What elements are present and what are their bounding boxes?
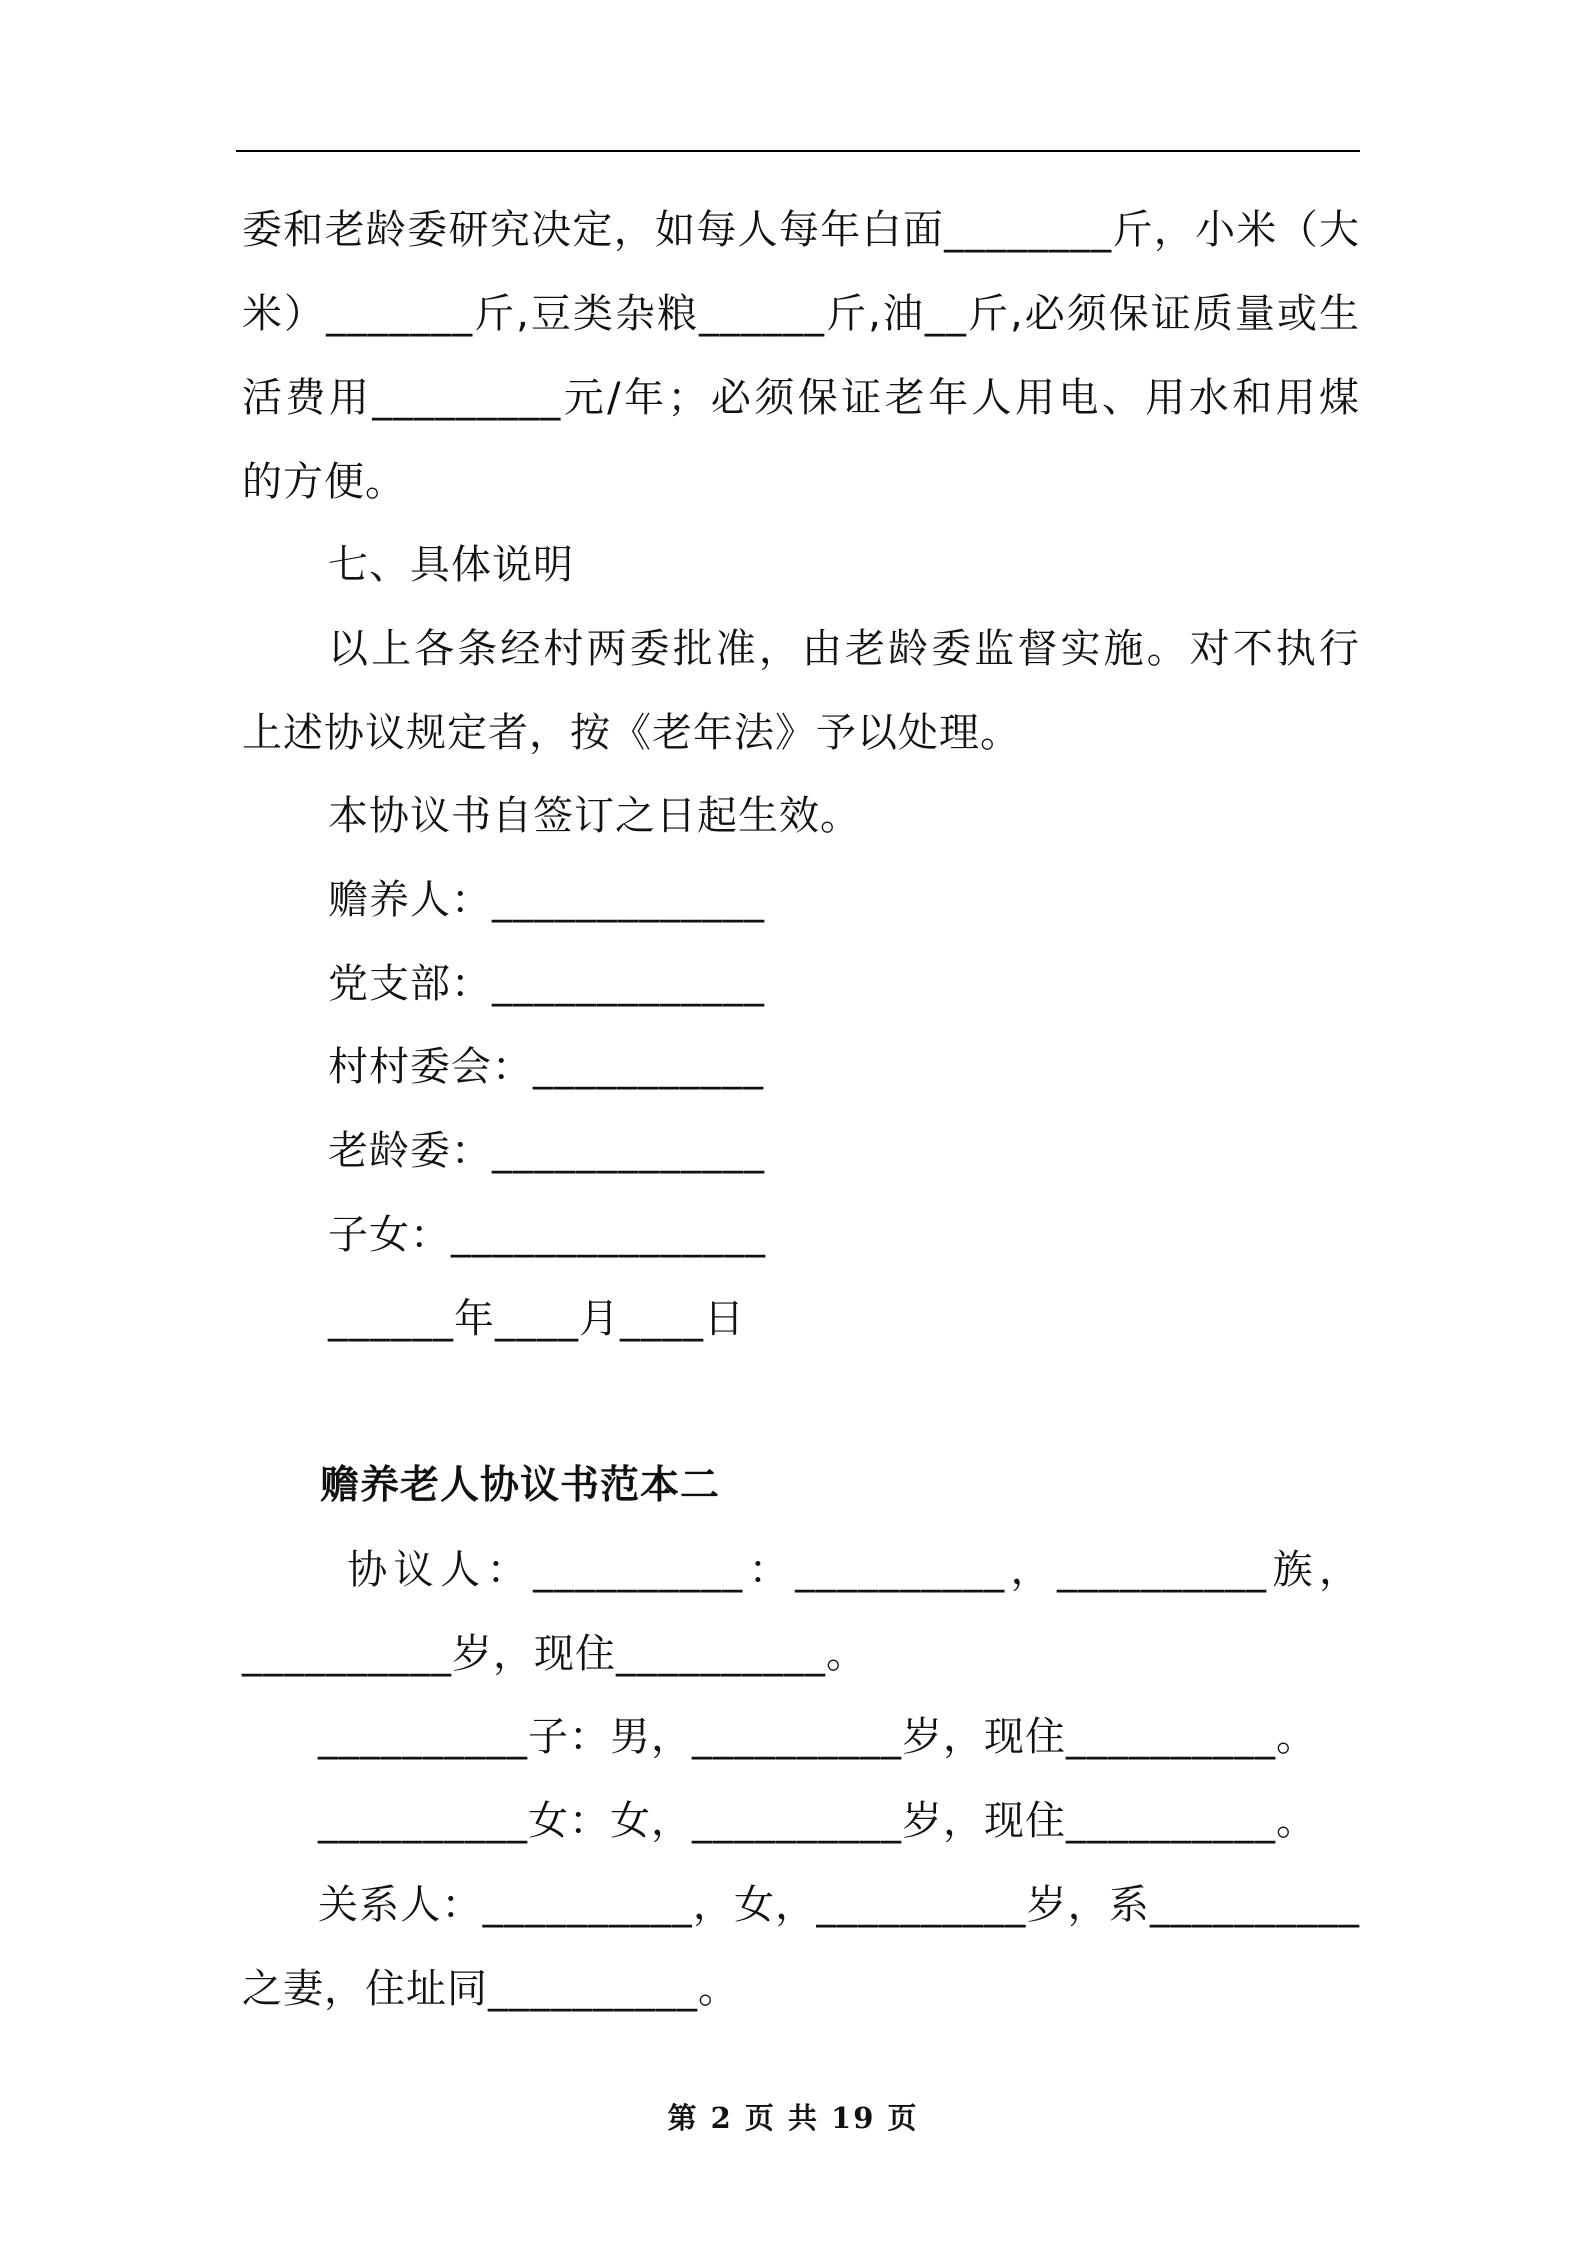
signature-line-party-branch: 党支部：_____________	[328, 961, 765, 1007]
signature-line-village-committee: 村村委会：___________	[328, 1044, 764, 1090]
body-line: 米）_______斤,豆类杂粮______斤,油__斤,必须保证质量或生	[242, 291, 1360, 337]
body-line: __________岁，现住__________。	[242, 1631, 867, 1677]
body-line: 的方便。	[242, 459, 406, 505]
section-heading: 七、具体说明	[328, 542, 574, 588]
date-line: ______年____月____日	[328, 1296, 745, 1342]
body-line: 活费用_________元/年；必须保证老年人用电、用水和用煤	[242, 375, 1360, 421]
header-rule	[236, 150, 1360, 152]
body-line: 委和老龄委研究决定，如每人每年白面________斤，小米（大	[242, 207, 1360, 253]
signature-line-children: 子女：_______________	[328, 1212, 766, 1258]
body-line: __________女：女，__________岁，现住__________。	[318, 1798, 1317, 1844]
signature-line-elderly-committee: 老龄委：_____________	[328, 1128, 765, 1174]
body-line: 以上各条经村两委批准，由老龄委监督实施。对不执行	[328, 626, 1360, 672]
body-line: 关系人：__________，女，__________岁，系__________	[318, 1882, 1360, 1928]
effective-clause: 本协议书自签订之日起生效。	[328, 793, 861, 839]
body-line: 之妻，住址同__________。	[242, 1966, 739, 2012]
section-title: 赡养老人协议书范本二	[320, 1463, 721, 1508]
signature-line-supporter: 赡养人：_____________	[328, 877, 765, 923]
body-line: 协议人：__________：__________，__________族，	[328, 1547, 1360, 1593]
page-number-footer: 第 2 页 共 19 页	[667, 2101, 919, 2135]
body-line: 上述协议规定者，按《老年法》予以处理。	[242, 710, 1021, 756]
body-line: __________子：男，__________岁，现住__________。	[318, 1714, 1317, 1760]
